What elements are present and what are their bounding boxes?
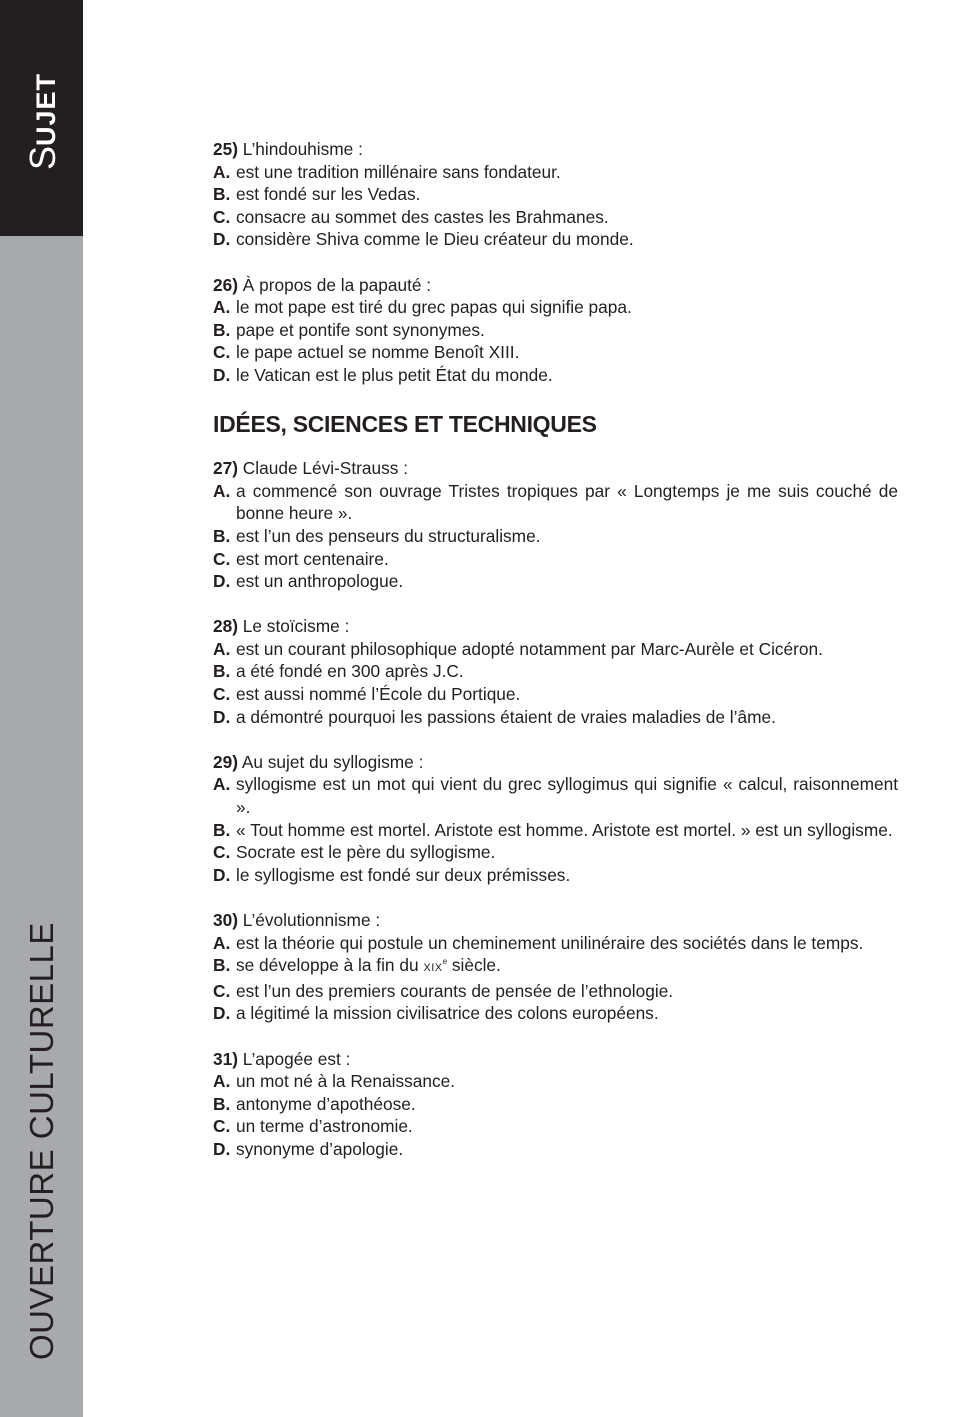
option-text: est l’un des premiers courants de pensée de l’ethnologie. xyxy=(236,980,674,1001)
quiz-content xyxy=(213,138,898,1183)
option-text: le Vatican est le plus petit État du monde. xyxy=(236,364,553,385)
option-letter: A. xyxy=(213,932,231,953)
option-letter: D. xyxy=(213,571,231,592)
option-c xyxy=(213,206,898,229)
question-28 xyxy=(213,615,898,728)
option-letter: B. xyxy=(213,319,231,340)
question-stem xyxy=(213,615,898,638)
option-letter: C. xyxy=(213,842,231,863)
option-text: a démontré pourquoi les passions étaient de vraies maladies de l’âme. xyxy=(236,706,776,727)
option-b xyxy=(213,819,898,842)
option-letter: D. xyxy=(213,1003,231,1024)
question-26 xyxy=(213,274,898,387)
option-letter: C. xyxy=(213,206,231,227)
question-stem xyxy=(213,457,898,480)
option-letter: D. xyxy=(213,864,231,885)
sujet-label-rest: UJET xyxy=(31,72,61,146)
option-b xyxy=(213,1093,898,1116)
option-c xyxy=(213,548,898,571)
question-text: À propos de la papauté : xyxy=(237,274,432,295)
option-letter: C. xyxy=(213,980,231,1001)
question-text: L’apogée est : xyxy=(237,1048,351,1069)
option-c xyxy=(213,683,898,706)
option-text: considère Shiva comme le Dieu créateur du monde. xyxy=(236,229,634,250)
option-d xyxy=(213,364,898,387)
question-25 xyxy=(213,138,898,251)
option-a xyxy=(213,480,898,525)
option-letter: B. xyxy=(213,525,231,546)
question-number: 30) xyxy=(213,910,238,930)
option-d xyxy=(213,1002,898,1025)
option-b xyxy=(213,319,898,342)
option-letter: C. xyxy=(213,342,231,363)
sujet-label xyxy=(24,73,70,170)
option-text: syllogisme est un mot qui vient du grec syllogimus qui signifie « calcul, raisonnement ». xyxy=(236,774,898,818)
option-text: pape et pontife sont synonymes. xyxy=(236,319,485,340)
option-a xyxy=(213,1070,898,1093)
option-c xyxy=(213,841,898,864)
question-29 xyxy=(213,751,898,887)
option-d xyxy=(213,570,898,593)
option-text: « Tout homme est mortel. Aristote est homme. Aristote est mortel. » est un syllogisme. xyxy=(236,819,893,840)
option-letter: B. xyxy=(213,184,231,205)
option-b xyxy=(213,525,898,548)
option-letter: D. xyxy=(213,229,231,250)
question-text: Claude Lévi-Strauss : xyxy=(237,458,408,479)
option-c xyxy=(213,1115,898,1138)
option-letter: A. xyxy=(213,480,231,501)
option-letter: A. xyxy=(213,774,231,795)
option-letter: D. xyxy=(213,364,231,385)
option-b xyxy=(213,660,898,683)
option-d xyxy=(213,1138,898,1161)
option-text: se développe à la fin du xyxy=(236,955,424,976)
option-text: est mort centenaire. xyxy=(236,548,389,569)
question-number: 26) xyxy=(213,274,238,295)
option-a xyxy=(213,638,898,661)
subject-label: OUVERTURE CULTURELLE xyxy=(23,922,60,1360)
option-a xyxy=(213,296,898,319)
option-letter: A. xyxy=(213,638,231,659)
option-d xyxy=(213,228,898,251)
option-letter: D. xyxy=(213,706,231,727)
question-number: 28) xyxy=(213,616,238,637)
question-stem xyxy=(213,138,898,161)
question-text: Le stoïcisme : xyxy=(237,616,350,637)
option-text-end: siècle. xyxy=(447,955,501,976)
option-letter: A. xyxy=(213,161,231,182)
option-b xyxy=(213,954,898,980)
option-text: Socrate est le père du syllogisme. xyxy=(236,842,496,863)
option-text: un mot né à la Renaissance. xyxy=(236,1071,456,1092)
question-number: 27) xyxy=(213,458,238,479)
question-text: L’hindouhisme : xyxy=(237,139,363,159)
option-text: est un courant philosophique adopté notamment par Marc-Aurèle et Cicéron. xyxy=(236,638,823,659)
sujet-label-cap: S xyxy=(22,145,63,170)
option-text: est l’un des penseurs du structuralisme. xyxy=(236,525,541,546)
option-text: consacre au sommet des castes les Brahmanes. xyxy=(236,206,609,227)
section-title: IDÉES, SCIENCES ET TECHNIQUES xyxy=(213,411,597,438)
option-text: est aussi nommé l’École du Portique. xyxy=(236,684,521,705)
question-text: L’évolutionnisme : xyxy=(237,910,381,930)
option-letter: D. xyxy=(213,1138,231,1159)
option-text: synonyme d’apologie. xyxy=(236,1138,404,1159)
question-stem xyxy=(213,274,898,297)
option-c xyxy=(213,341,898,364)
option-a xyxy=(213,773,898,818)
option-d xyxy=(213,706,898,729)
option-letter: B. xyxy=(213,819,231,840)
option-text: le pape actuel se nomme Benoît XIII. xyxy=(236,342,520,363)
question-stem xyxy=(213,1048,898,1071)
question-31 xyxy=(213,1048,898,1161)
option-b xyxy=(213,183,898,206)
question-text: Au sujet du syllogisme : xyxy=(237,751,424,772)
question-number: 29) xyxy=(213,751,238,772)
option-letter: B. xyxy=(213,955,231,976)
option-letter: C. xyxy=(213,684,231,705)
question-27 xyxy=(213,457,898,593)
option-letter: A. xyxy=(213,1071,231,1092)
option-text: est la théorie qui postule un cheminement unilinéraire des sociétés dans le temps. xyxy=(236,932,864,953)
century-numeral: XIX xyxy=(423,962,443,975)
question-stem xyxy=(213,751,898,774)
option-text: a été fondé en 300 après J.C. xyxy=(236,661,464,682)
option-d xyxy=(213,864,898,887)
option-letter: C. xyxy=(213,548,231,569)
option-text: un terme d’astronomie. xyxy=(236,1116,413,1137)
option-a xyxy=(213,932,898,955)
option-letter: A. xyxy=(213,297,231,318)
option-letter: C. xyxy=(213,1116,231,1137)
option-letter: B. xyxy=(213,1093,231,1114)
option-text: a commencé son ouvrage Tristes tropiques par « Longtemps je me suis couché de bonne heure ». xyxy=(236,480,898,524)
option-letter: B. xyxy=(213,661,231,682)
option-text: est un anthropologue. xyxy=(236,571,404,592)
question-number: 25) xyxy=(213,139,238,159)
option-text: antonyme d’apothéose. xyxy=(236,1093,416,1114)
option-text: le syllogisme est fondé sur deux prémisses. xyxy=(236,864,571,885)
option-c xyxy=(213,980,898,1003)
question-number: 31) xyxy=(213,1048,238,1069)
option-text: est fondé sur les Vedas. xyxy=(236,184,421,205)
option-a xyxy=(213,161,898,184)
option-text: a légitimé la mission civilisatrice des colons européens. xyxy=(236,1003,659,1024)
option-text: est une tradition millénaire sans fondateur. xyxy=(236,161,561,182)
question-30 xyxy=(213,909,898,1025)
question-stem xyxy=(213,909,898,932)
option-text: le mot pape est tiré du grec papas qui signifie papa. xyxy=(236,297,632,318)
century-superscript: e xyxy=(442,957,448,967)
